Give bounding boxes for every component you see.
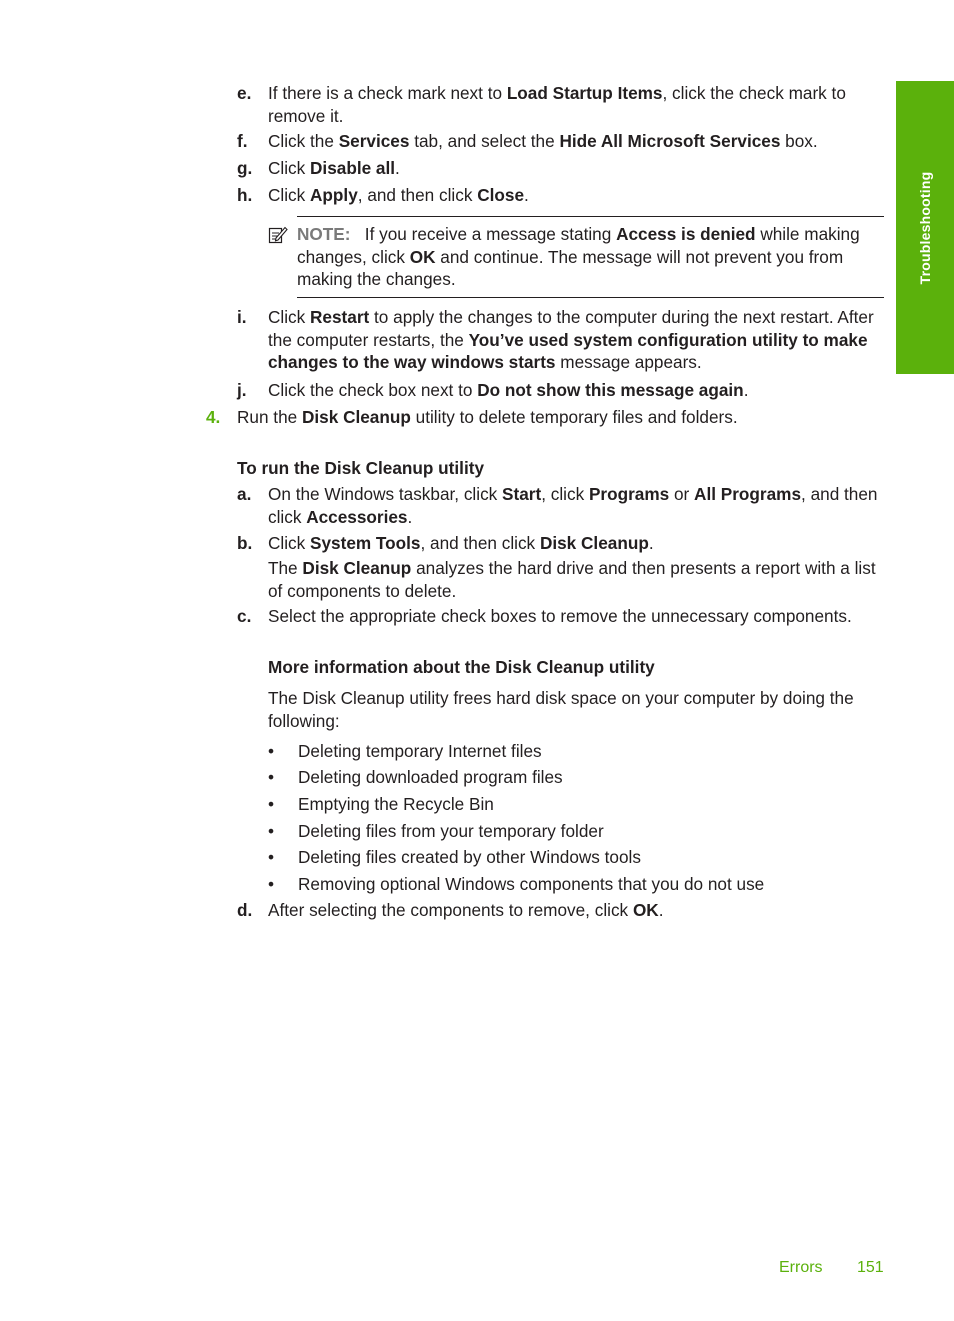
list-item: Deleting files from your temporary folder [298,821,604,841]
step-4-text: Run the Disk Cleanup utility to delete temporary files and folders. [237,407,738,427]
step-f-text: Click the Services tab, and select the Hide All Microsoft Services box. [268,131,818,151]
step-f-marker: f. [237,131,248,151]
bullet-marker: • [268,741,275,761]
step-j-text: Click the check box next to Do not show this message again. [268,380,749,400]
bullet-marker: • [268,847,275,867]
proc-b-marker: b. [237,533,253,553]
list-item: Emptying the Recycle Bin [298,794,494,814]
note-top-rule [297,216,884,217]
proc-b-subtext: The Disk Cleanup analyzes the hard drive and then presents a report with a list of components to delete. [268,558,876,601]
proc-c-marker: c. [237,606,252,626]
more-info-heading: More information about the Disk Cleanup utility [268,657,655,677]
note-label: NOTE: [297,224,351,244]
step-h-marker: h. [237,185,253,205]
list-item: Deleting downloaded program files [298,767,563,787]
list-item: Deleting files created by other Windows tools [298,847,641,867]
step-h-text: Click Apply, and then click Close. [268,185,529,205]
page-number: 151 [857,1259,884,1276]
step-i-marker: i. [237,307,247,327]
step-i-text: Click Restart to apply the changes to the computer during the next restart. After the computer restarts, the You’ve used system configuration utility to make changes to the way windows starts message appears. [268,307,874,372]
step-g-text: Click Disable all. [268,158,400,178]
bullet-marker: • [268,794,275,814]
step-e-text: If there is a check mark next to Load Startup Items, click the check mark to remove it. [268,83,846,126]
note-text: NOTE: If you receive a message stating Access is denied while making changes, click OK and continue. The message will not prevent you from making the changes. [297,224,860,289]
side-tab-label: Troubleshooting [916,171,933,284]
proc-a-text: On the Windows taskbar, click Start, click Programs or All Programs, and then click Accessories. [268,484,878,527]
list-item: Deleting temporary Internet files [298,741,542,761]
footer-section: Errors [779,1259,823,1276]
step-j-marker: j. [237,380,247,400]
side-section-tab [896,81,954,374]
proc-d-text: After selecting the components to remove, click OK. [268,900,664,920]
note-pencil-icon [268,225,288,245]
more-info-intro: The Disk Cleanup utility frees hard disk space on your computer by doing the following: [268,688,854,731]
step-e-marker: e. [237,83,252,103]
step-g-marker: g. [237,158,253,178]
proc-c-text: Select the appropriate check boxes to remove the unnecessary components. [268,606,852,626]
bullet-marker: • [268,874,275,894]
proc-a-marker: a. [237,484,252,504]
note-bottom-rule [297,297,884,298]
procedure-heading: To run the Disk Cleanup utility [237,458,485,478]
bullet-marker: • [268,767,275,787]
proc-b-text: Click System Tools, and then click Disk Cleanup. [268,533,654,553]
step-4-number: 4. [206,407,221,427]
list-item: Removing optional Windows components that you do not use [298,874,765,894]
proc-d-marker: d. [237,900,253,920]
bullet-marker: • [268,821,275,841]
